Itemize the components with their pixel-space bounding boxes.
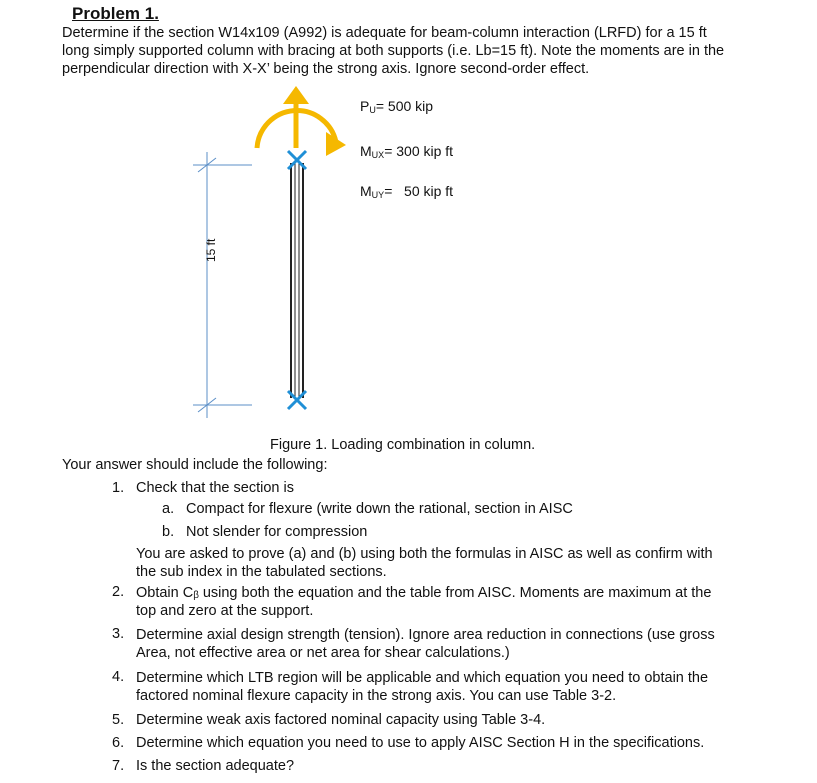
list-item: Compact for flexure (write down the rational, section in AISC bbox=[186, 501, 573, 517]
weak-axis-moment-label: $M_{UY}= 50$ kip ft bbox=[360, 183, 454, 200]
list-item-number: 4. bbox=[112, 669, 125, 685]
strong-axis-moment-label: $M_{UX}= 300$ kip ft bbox=[360, 143, 454, 160]
list-item-number: 7. bbox=[112, 758, 125, 774]
problem-title: Problem 1. bbox=[72, 4, 159, 23]
bottom-support-icon bbox=[288, 391, 306, 409]
list-item: Determine axial design strength (tension). Ignore area reduction in connections (use gross Area, not effective area or net area for shear calculations.) bbox=[136, 627, 715, 661]
list-item-number: 1. bbox=[112, 480, 125, 496]
list-item: You are asked to prove (a) and (b) using both the formulas in AISC as well as confirm with the sub index in the tabulated sections. bbox=[136, 546, 713, 580]
list-item-number: b. bbox=[162, 524, 175, 540]
problem-statement-line: perpendicular direction with X-X’ being the strong axis. Ignore second-order effect. bbox=[62, 61, 590, 77]
dimension-line bbox=[193, 152, 252, 418]
list-item: Check that the section is bbox=[136, 480, 294, 496]
list-item: Determine which equation you need to use to apply AISC Section H in the specifications. bbox=[136, 735, 705, 751]
column bbox=[291, 163, 303, 398]
list-item-number: a. bbox=[162, 501, 175, 517]
figure-caption: Figure 1. Loading combination in column. bbox=[270, 437, 536, 453]
list-item: Not slender for compression bbox=[186, 524, 368, 540]
axial-load-label: $P_U= 500$ kip bbox=[360, 98, 434, 115]
list-item: Determine which LTB region will be applicable and which equation you need to obtain the factored nominal flexure capacity in the strong axis. You can use Table 3-2. bbox=[136, 670, 709, 704]
moment-arrow-icon bbox=[257, 111, 346, 156]
list-item-number: 6. bbox=[112, 735, 125, 751]
list-item: Determine weak axis factored nominal capacity using Table 3-4. bbox=[136, 712, 546, 728]
list-item: Is the section adequate? bbox=[136, 758, 295, 774]
axial-load-arrow-icon bbox=[283, 86, 309, 148]
list-item-number: 3. bbox=[112, 626, 125, 642]
list-item: Obtain Cᵦ using both the equation and the table from AISC. Moments are maximum at the top and zero at the support. bbox=[136, 585, 712, 619]
list-item-number: 5. bbox=[112, 712, 125, 728]
problem-statement-line: Determine if the section W14x109 (A992) is adequate for beam-column interaction (LRFD) for a 15 ft bbox=[62, 25, 707, 41]
length-label: 15 ft bbox=[204, 238, 218, 262]
top-support-icon bbox=[288, 151, 306, 169]
list-item-number: 2. bbox=[112, 584, 125, 600]
problem-statement-line: long simply supported column with bracing at both supports (i.e. Lb=15 ft). Note the moments are in the bbox=[62, 43, 725, 59]
answer-intro: Your answer should include the following: bbox=[62, 457, 328, 473]
